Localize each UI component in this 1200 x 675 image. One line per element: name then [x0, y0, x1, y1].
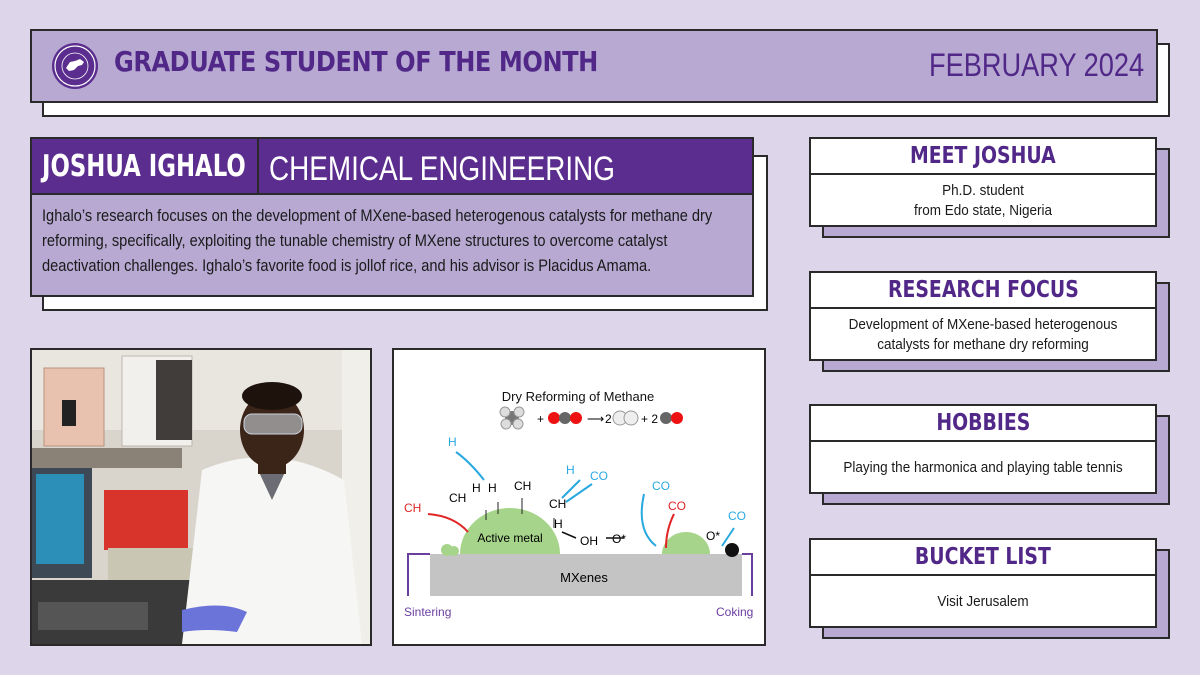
card-title: HOBBIES — [935, 410, 1031, 436]
card-body — [811, 311, 1155, 359]
h2-label-2: H — [566, 463, 575, 477]
metal-particle-small — [662, 532, 710, 554]
issue-date: FEBRUARY 2024 — [928, 47, 1144, 83]
card-bucket-list — [809, 538, 1157, 628]
h2-molecule-icon — [613, 411, 638, 425]
active-metal-label: Active metal — [477, 531, 543, 545]
student-name-block — [32, 139, 259, 195]
co-label-3: CO — [728, 509, 746, 523]
sintering-bracket — [408, 554, 430, 596]
chxo-label: CH — [549, 497, 567, 511]
h-label: H — [472, 481, 481, 495]
ch4-arrow — [428, 514, 468, 532]
equation-coefficient: 2 — [605, 412, 612, 426]
card-line: Ph.D. student — [942, 182, 1024, 199]
co-arrow-2 — [642, 494, 656, 546]
equation-plus: + — [537, 412, 545, 426]
o-star-label: O* — [612, 532, 627, 546]
card-title-bar — [811, 139, 1155, 175]
card-title: MEET JOSHUA — [910, 143, 1056, 169]
co-label: CO — [590, 469, 608, 483]
chx-label: CH — [449, 491, 467, 505]
h2-arrow — [456, 452, 484, 480]
page-title: GRADUATE STUDENT OF THE MONTH — [114, 45, 598, 78]
department-block — [259, 139, 752, 195]
h-arrow — [562, 532, 576, 538]
card-hobbies — [809, 404, 1157, 494]
h2-label: H — [448, 435, 457, 449]
card-line: Visit Jerusalem — [937, 593, 1029, 610]
card-line: catalysts for methane dry reforming — [877, 336, 1089, 353]
equation-plus-two: + 2 — [641, 412, 659, 426]
co-molecule-icon — [660, 412, 683, 424]
card-line: from Edo state, Nigeria — [913, 202, 1053, 219]
card-title: BUCKET LIST — [915, 544, 1051, 570]
card-title-bar — [811, 540, 1155, 576]
header-banner — [30, 29, 1158, 103]
co-label-2: CO — [652, 479, 670, 493]
equation-arrow: ⟶ — [587, 412, 605, 426]
o-star-label-2: O* — [706, 529, 721, 543]
card-body — [811, 578, 1155, 626]
university-seal-logo — [52, 43, 98, 89]
department-name: CHEMICAL ENGINEERING — [269, 150, 615, 188]
mxene-label: MXenes — [560, 570, 608, 585]
oh-label: OH — [580, 534, 598, 548]
diagram-title: Dry Reforming of Methane — [501, 389, 655, 404]
coking-bracket — [742, 554, 752, 596]
research-description: Ighalo’s research focuses on the development of MXene-based heterogenous catalysts for methane dry reforming, specifically, exploiting the tunable chemistry of MXene structures to overcome catalyst deactivation challenges. Ighalo’s favorite food is jollof rice, and his advisor is Placidus Amama. — [42, 206, 713, 275]
sintered-particle-2 — [449, 546, 459, 556]
card-body — [811, 177, 1155, 225]
student-name: JOSHUA IGHALO — [42, 149, 246, 184]
card-line: Playing the harmonica and playing table tennis — [843, 459, 1123, 476]
card-body — [811, 444, 1155, 492]
h-label-2: H — [488, 481, 497, 495]
sintering-label: Sintering — [404, 605, 452, 619]
co2-molecule-icon — [548, 412, 582, 424]
chx-label-2: CH — [514, 479, 532, 493]
card-meet-joshua — [809, 137, 1157, 227]
student-photo — [30, 348, 372, 646]
card-research-focus — [809, 271, 1157, 361]
card-line: Development of MXene-based heterogenous — [848, 316, 1118, 333]
card-title-bar — [811, 273, 1155, 309]
card-title: RESEARCH FOCUS — [887, 277, 1079, 303]
methane-molecule-icon — [500, 407, 524, 429]
ch4-label: CH — [404, 501, 422, 515]
co2-label: CO — [668, 499, 686, 513]
coke-deposit — [725, 543, 739, 557]
coking-label: Coking — [716, 605, 754, 619]
h-label-3: H — [554, 517, 563, 531]
profile-panel — [30, 137, 754, 297]
card-title-bar — [811, 406, 1155, 442]
reaction-diagram — [392, 348, 766, 646]
co-arrow — [566, 484, 592, 502]
